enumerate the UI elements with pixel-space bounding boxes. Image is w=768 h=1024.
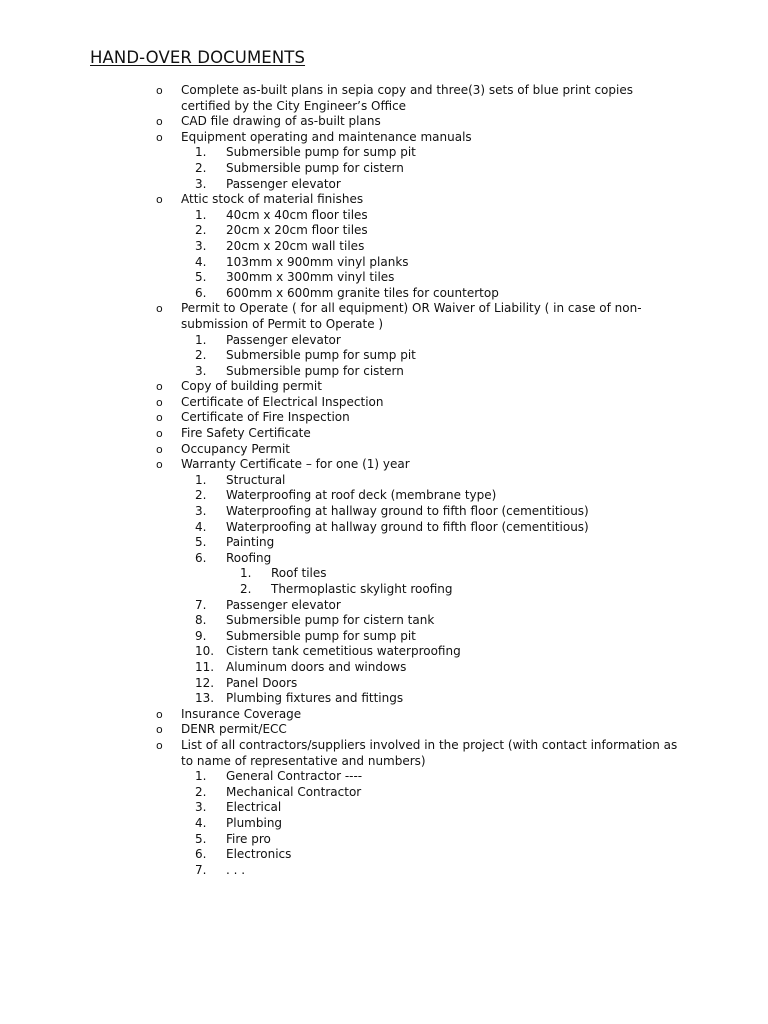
list-item-text: Fire Safety Certificate <box>181 426 311 441</box>
numbered-item <box>0 613 768 629</box>
numbered-item-text: Painting <box>226 535 275 550</box>
item-number: 3. <box>195 800 207 815</box>
list-item <box>0 83 768 114</box>
bullet-marker: o <box>156 380 163 394</box>
numbered-item-text: 20cm x 20cm wall tiles <box>226 238 365 253</box>
numbered-item-text: Submersible pump for cistern <box>226 160 404 175</box>
list-item-text: CAD file drawing of as-built plans <box>181 114 381 129</box>
item-number: 7. <box>195 597 207 612</box>
numbered-item <box>0 333 768 349</box>
item-number: 7. <box>195 862 207 877</box>
item-number: 10. <box>195 644 215 659</box>
numbered-item <box>0 535 768 551</box>
item-number: 3. <box>195 238 207 253</box>
numbered-item-text: . . . <box>226 862 246 877</box>
item-number: 1. <box>195 332 207 347</box>
numbered-item-text: Submersible pump for cistern tank <box>226 613 435 628</box>
numbered-item-text: Submersible pump for cistern <box>226 363 404 378</box>
sub-item-number: 1. <box>240 566 252 581</box>
item-number: 6. <box>195 847 207 862</box>
item-number: 5. <box>195 535 207 550</box>
numbered-item <box>0 364 768 380</box>
list-item-text: Occupancy Permit <box>181 441 290 456</box>
numbered-item-text: Plumbing fixtures and fittings <box>226 691 404 706</box>
list-item <box>0 114 768 130</box>
list-item <box>0 379 768 395</box>
numbered-item <box>0 785 768 801</box>
list-item <box>0 192 768 208</box>
numbered-item <box>0 161 768 177</box>
numbered-item-text: General Contractor ---- <box>226 769 363 784</box>
bullet-marker: o <box>156 427 163 441</box>
numbered-item <box>0 691 768 707</box>
item-number: 5. <box>195 831 207 846</box>
list-item-text: Permit to Operate ( for all equipment) OR Waiver of Liability ( in case of non-submission of Permit to Operate ) <box>181 301 642 331</box>
numbered-item-text: Waterproofing at roof deck (membrane type) <box>226 488 497 503</box>
numbered-item <box>0 863 768 879</box>
numbered-item <box>0 832 768 848</box>
numbered-item-text: 20cm x 20cm floor tiles <box>226 223 368 238</box>
list-item <box>0 410 768 426</box>
numbered-item-text: Waterproofing at hallway ground to fifth floor (cementitious) <box>226 504 589 519</box>
numbered-item <box>0 145 768 161</box>
item-number: 6. <box>195 285 207 300</box>
item-number: 2. <box>195 784 207 799</box>
numbered-item <box>0 660 768 676</box>
bullet-marker: o <box>156 395 163 409</box>
bullet-marker: o <box>156 115 163 129</box>
bullet-marker: o <box>156 302 163 316</box>
numbered-item-text: Waterproofing at hallway ground to fifth floor (cementitious) <box>226 519 589 534</box>
sub-numbered-item <box>0 582 768 598</box>
list-item-text: DENR permit/ECC <box>181 722 287 737</box>
list-item-text: List of all contractors/suppliers involved in the project (with contact information as to name of representative and numbers) <box>181 737 678 768</box>
numbered-item-text: Fire pro <box>226 831 271 846</box>
handover-list <box>0 83 768 878</box>
item-number: 3. <box>195 176 207 191</box>
numbered-item-text: Mechanical Contractor <box>226 784 362 799</box>
bullet-marker: o <box>156 84 163 97</box>
numbered-item <box>0 488 768 504</box>
numbered-item <box>0 520 768 536</box>
numbered-item-text: 103mm x 900mm vinyl planks <box>226 254 409 269</box>
bullet-marker: o <box>156 458 163 472</box>
list-item <box>0 301 768 332</box>
numbered-item <box>0 208 768 224</box>
item-number: 2. <box>195 223 207 238</box>
numbered-item-text: Submersible pump for sump pit <box>226 145 416 160</box>
list-item-text: Copy of building permit <box>181 379 322 394</box>
numbered-item-text: Panel Doors <box>226 675 298 690</box>
item-number: 6. <box>195 550 207 565</box>
list-item-text: Complete as-built plans in sepia copy and three(3) sets of blue print copies certified by the City Engineer’s Office <box>181 83 633 113</box>
numbered-item-text: Submersible pump for sump pit <box>226 348 416 363</box>
list-item <box>0 442 768 458</box>
numbered-item <box>0 644 768 660</box>
item-number: 2. <box>195 348 207 363</box>
numbered-item-text: Electrical <box>226 800 282 815</box>
bullet-marker: o <box>156 723 163 737</box>
numbered-item-text: Passenger elevator <box>226 176 341 191</box>
item-number: 9. <box>195 628 207 643</box>
list-item <box>0 130 768 146</box>
numbered-item-text: Passenger elevator <box>226 332 341 347</box>
list-item <box>0 457 768 473</box>
numbered-item-text: 600mm x 600mm granite tiles for countertop <box>226 285 499 300</box>
numbered-item <box>0 629 768 645</box>
item-number: 3. <box>195 363 207 378</box>
numbered-item <box>0 255 768 271</box>
numbered-item <box>0 504 768 520</box>
list-item-text: Certificate of Fire Inspection <box>181 410 350 425</box>
numbered-item <box>0 598 768 614</box>
numbered-item <box>0 676 768 692</box>
numbered-item <box>0 551 768 567</box>
item-number: 11. <box>195 659 215 674</box>
sub-item-text: Thermoplastic skylight roofing <box>271 582 453 596</box>
numbered-item-text: Roofing <box>226 550 272 565</box>
numbered-item-text: Structural <box>226 472 286 487</box>
sub-item-text: Roof tiles <box>271 566 327 581</box>
document-title: HAND-OVER DOCUMENTS <box>90 48 306 67</box>
list-item <box>0 722 768 738</box>
numbered-item <box>0 473 768 489</box>
numbered-item <box>0 223 768 239</box>
list-item-text: Attic stock of material finishes <box>181 192 364 207</box>
numbered-item-text: Cistern tank cemetitious waterproofing <box>226 644 461 659</box>
numbered-item <box>0 270 768 286</box>
numbered-item <box>0 239 768 255</box>
bullet-marker: o <box>156 442 163 456</box>
numbered-item <box>0 177 768 193</box>
numbered-item-text: Electronics <box>226 847 292 862</box>
numbered-item <box>0 816 768 832</box>
list-item-text: Insurance Coverage <box>181 706 302 721</box>
item-number: 4. <box>195 519 207 534</box>
numbered-item-text: Aluminum doors and windows <box>226 659 407 674</box>
bullet-marker: o <box>156 130 163 144</box>
list-item-text: Equipment operating and maintenance manuals <box>181 129 472 144</box>
sub-numbered-item <box>0 566 768 582</box>
list-item <box>0 738 768 769</box>
numbered-item-text: Submersible pump for sump pit <box>226 628 416 643</box>
numbered-item <box>0 348 768 364</box>
list-item <box>0 707 768 723</box>
numbered-item-text: 40cm x 40cm floor tiles <box>226 207 368 222</box>
sub-item-number: 2. <box>240 582 252 596</box>
item-number: 1. <box>195 207 207 222</box>
numbered-item <box>0 286 768 302</box>
bullet-marker: o <box>156 738 163 752</box>
item-number: 5. <box>195 270 207 285</box>
list-item <box>0 395 768 411</box>
item-number: 4. <box>195 815 207 830</box>
numbered-item-text: 300mm x 300mm vinyl tiles <box>226 270 395 285</box>
numbered-item-text: Plumbing <box>226 815 283 830</box>
item-number: 13. <box>195 691 215 706</box>
item-number: 8. <box>195 613 207 628</box>
list-item-text: Certificate of Electrical Inspection <box>181 394 384 409</box>
numbered-item <box>0 800 768 816</box>
item-number: 2. <box>195 160 207 175</box>
bullet-marker: o <box>156 411 163 425</box>
item-number: 1. <box>195 769 207 784</box>
numbered-item-text: Passenger elevator <box>226 597 341 612</box>
bullet-marker: o <box>156 193 163 207</box>
numbered-item <box>0 847 768 863</box>
item-number: 3. <box>195 504 207 519</box>
item-number: 12. <box>195 675 215 690</box>
item-number: 1. <box>195 472 207 487</box>
numbered-item <box>0 769 768 785</box>
item-number: 4. <box>195 254 207 269</box>
list-item <box>0 426 768 442</box>
item-number: 2. <box>195 488 207 503</box>
bullet-marker: o <box>156 707 163 721</box>
list-item-text: Warranty Certificate – for one (1) year <box>181 457 410 472</box>
item-number: 1. <box>195 145 207 160</box>
